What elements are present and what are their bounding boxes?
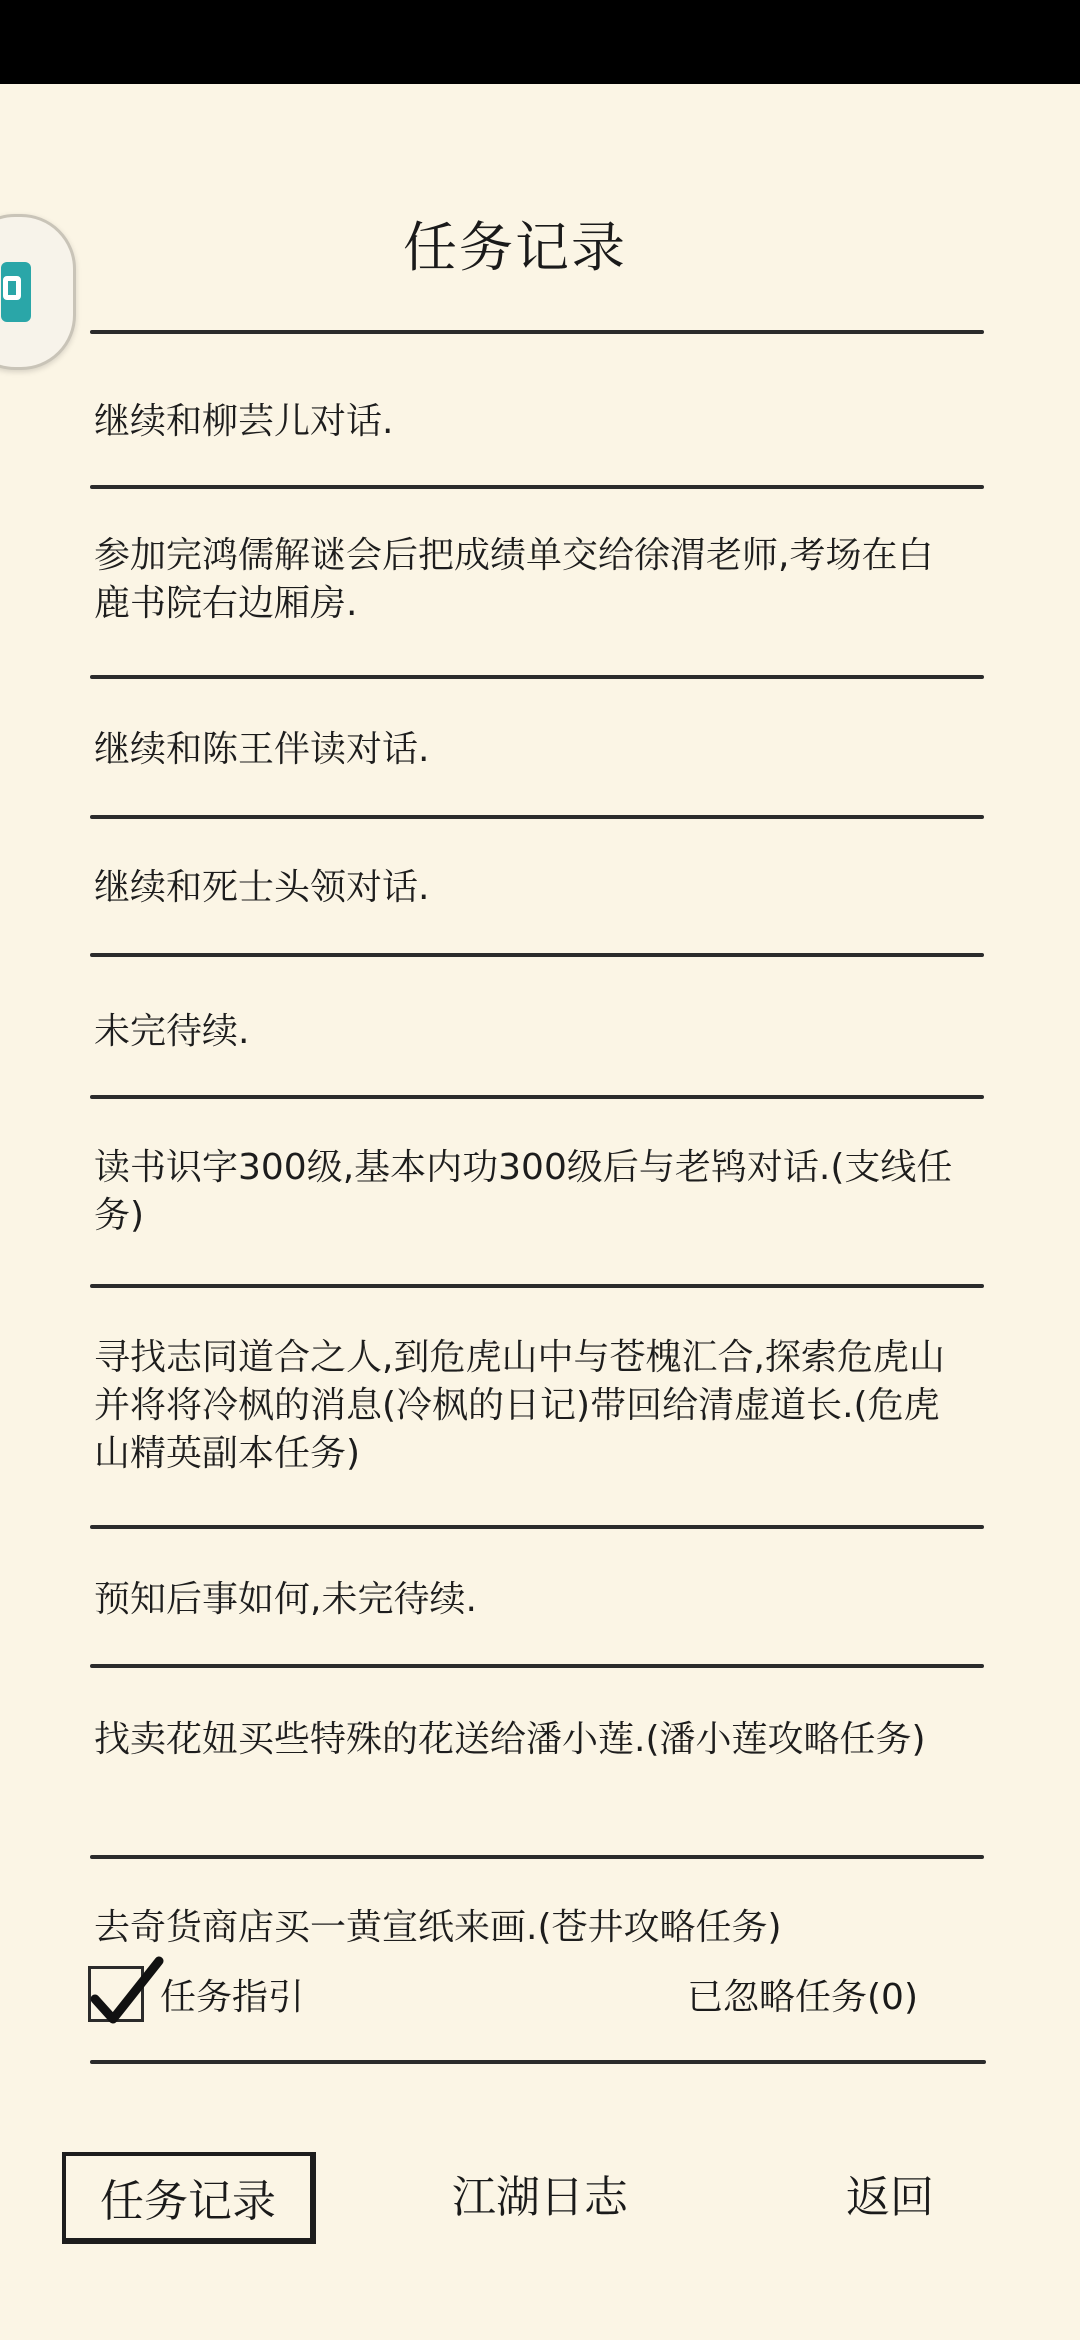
task-item[interactable]: 继续和死士头领对话. <box>94 867 430 908</box>
task-item[interactable]: 继续和柳芸儿对话. <box>94 401 394 442</box>
task-guide-label[interactable]: 任务指引 <box>160 1977 305 2018</box>
status-bar <box>0 0 1080 84</box>
tab-task-records[interactable]: 任务记录 <box>62 2152 316 2244</box>
divider <box>90 1855 984 1859</box>
divider <box>90 675 984 679</box>
divider <box>90 1664 984 1668</box>
divider <box>90 815 984 819</box>
divider <box>90 953 984 957</box>
task-item[interactable]: 未完待续. <box>94 1011 250 1052</box>
divider <box>90 1525 984 1529</box>
task-guide-row <box>88 1966 918 2036</box>
page-title: 任务记录 <box>403 216 627 279</box>
divider <box>90 1284 984 1288</box>
task-item[interactable]: 读书识字300级,基本内功300级后与老鸨对话.(支线任务) <box>94 1147 953 1236</box>
divider <box>90 1095 984 1099</box>
divider <box>90 485 984 489</box>
task-guide-checkbox[interactable] <box>88 1966 144 2022</box>
task-item[interactable]: 预知后事如何,未完待续. <box>94 1579 477 1620</box>
divider <box>90 2060 986 2064</box>
task-item[interactable]: 找卖花妞买些特殊的花送给潘小莲.(潘小莲攻略任务) <box>94 1719 926 1760</box>
check-icon <box>87 1955 165 2033</box>
task-item[interactable]: 寻找志同道合之人,到危虎山中与苍槐汇合,探索危虎山并将将冷枫的消息(冷枫的日记)带回给清虚道长.(危虎山精英副本任务) <box>94 1337 945 1474</box>
tab-jianghu-log[interactable]: 江湖日志 <box>452 2172 628 2223</box>
divider <box>90 330 984 334</box>
task-item[interactable]: 参加完鸿儒解谜会后把成绩单交给徐渭老师,考场在白鹿书院右边厢房. <box>94 535 934 624</box>
task-item[interactable]: 继续和陈王伴读对话. <box>94 729 430 770</box>
task-item[interactable]: 去奇货商店买一黄宣纸来画.(苍井攻略任务) <box>94 1907 782 1948</box>
back-button[interactable]: 返回 <box>846 2172 934 2223</box>
ignored-tasks-link[interactable]: 已忽略任务(0) <box>687 1977 918 2018</box>
